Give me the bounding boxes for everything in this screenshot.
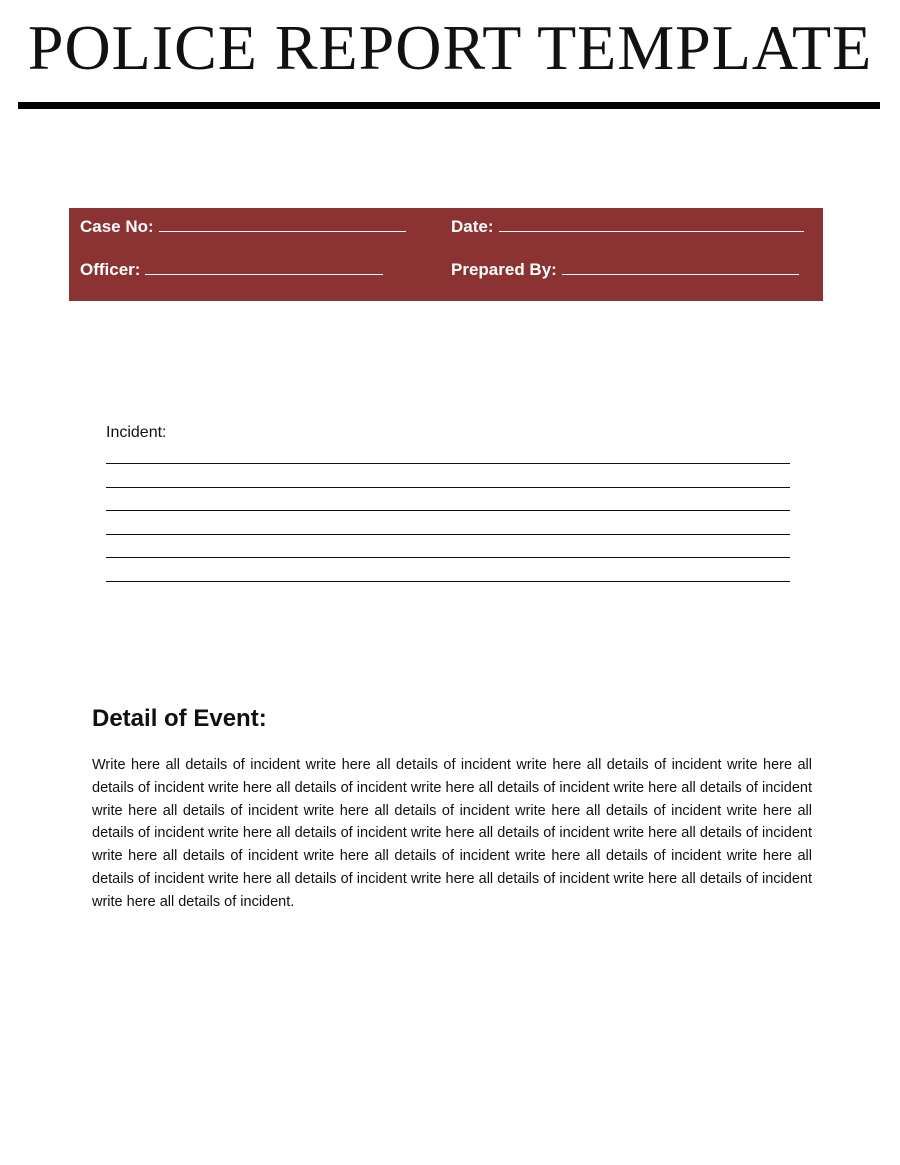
- incident-label: Incident:: [106, 424, 167, 441]
- date-blank[interactable]: [499, 217, 804, 232]
- case-info-box: [69, 208, 823, 301]
- title-divider: [18, 102, 880, 109]
- incident-line[interactable]: [106, 556, 790, 558]
- incident-line[interactable]: [106, 509, 790, 511]
- date-label: Date:: [451, 217, 494, 236]
- case-no-label: Case No:: [80, 217, 154, 236]
- case-no-field: [80, 216, 406, 238]
- detail-body: Write here all details of incident write here all details of incident write here all details of incident write here all details of incident write here all details of incident write here all details of incident write here all details of incident write here all details of incident write here all details of incident write here all details of incident write here all details of incident write here all details of incident write here all details of incident write here all details of incident write here all details of incident write here all details of incident write here all details of incident write here all details of incident write here all details of incident write here all details of incident write here all details of incident write here all details of incident.: [92, 757, 812, 910]
- incident-line[interactable]: [106, 533, 790, 535]
- incident-line[interactable]: [106, 580, 790, 582]
- date-field: [451, 216, 804, 238]
- case-no-blank[interactable]: [159, 217, 406, 232]
- prepared-by-field: [451, 259, 799, 281]
- incident-blank-lines: [106, 462, 790, 603]
- detail-heading: Detail of Event:: [92, 705, 267, 732]
- officer-label: Officer:: [80, 260, 141, 279]
- prepared-by-blank[interactable]: [562, 260, 799, 275]
- document-title: POLICE REPORT TEMPLATE: [27, 12, 873, 83]
- incident-line[interactable]: [106, 486, 790, 488]
- officer-blank[interactable]: [145, 260, 383, 275]
- officer-field: [80, 259, 383, 281]
- incident-line[interactable]: [106, 462, 790, 464]
- prepared-by-label: Prepared By:: [451, 260, 557, 279]
